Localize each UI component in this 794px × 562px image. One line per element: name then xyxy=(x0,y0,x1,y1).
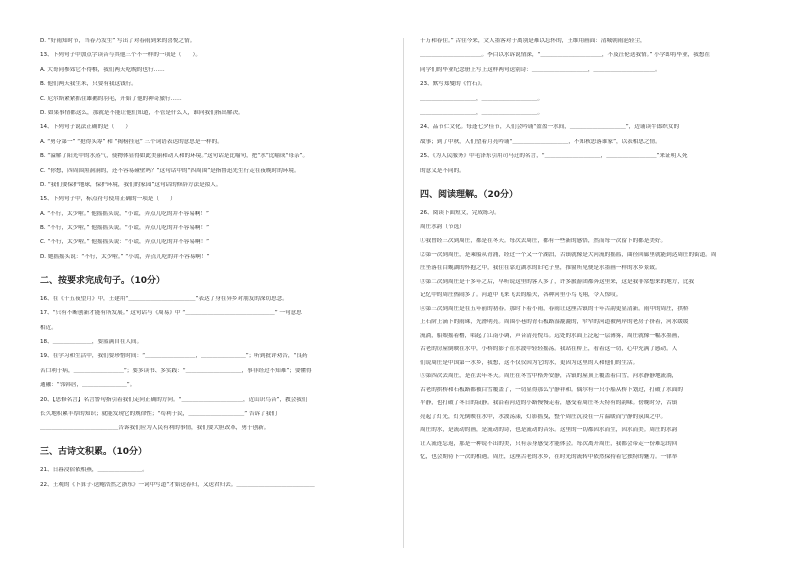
text-line: 千万和春住。” 古往今来，文人墨客对于离别是难以忘怀的，王维用画面：清城朝雨浥轻尘， xyxy=(420,38,646,44)
left-column xyxy=(40,38,395,496)
text-line: 通融：“邻韩居，＿＿＿＿＿＿＿＿”。 xyxy=(40,382,136,389)
text-line: ＿＿＿＿＿＿＿＿＿＿，＿＿＿＿＿＿＿＿＿＿。 xyxy=(420,109,544,116)
text-line: 相近。 xyxy=(40,324,57,331)
questions-21-22 xyxy=(40,467,395,488)
passage-line: ①我曾经三次到周庄，都是在冬天。每次去周庄，都有一些新的感悟，然而每一次留下的都是美好。 xyxy=(420,238,667,245)
text-line: 长久地积累丰厚的知识；就能发现它的规律性；“苟利于民，＿＿＿＿＿＿＿＿＿＿” 告诉了我们 xyxy=(40,410,277,417)
text-line: ＿＿＿＿＿＿＿＿＿＿＿。李白以水诉说情深，“＿＿＿＿＿＿＿＿＿＿＿，不及汪伦送我情。” 小学即将毕业，我想在 xyxy=(420,52,711,59)
question-26 xyxy=(420,210,772,231)
passage-line: 庄坐落在白蚬湖的怀抱之中，我住在靠近湖水的旧宅子里，推窗所见便是水墨画一样的水乡景致。 xyxy=(420,265,661,272)
passage-line: 忆，也会期待下一次的相遇。周庄，这座古老的水乡，在时光的流转中依然保持着它独特的魅力。一律举 xyxy=(420,454,678,461)
text-line: 同学们的毕业纪念册上写上这样两句送别诗：＿＿＿＿＿＿＿＿＿＿，＿＿＿＿＿＿＿＿＿＿＿。 xyxy=(420,66,661,73)
passage-line: ③第二次到周庄是十多年之后，早听说这里的客人多了，许多旅游团都奔这里来，这是我非常想来的地方，比我 xyxy=(420,278,695,285)
text-line: ＿＿＿＿＿＿＿＿＿＿＿＿＿＿告诉我们应为人民有利的事情，我们要大胆改革，勇于创新。 xyxy=(40,425,270,432)
text-line: B. “不行，太少啦，” 他摇摇头说。“小谎，弄点儿吃的并不容易啊！” xyxy=(40,225,209,232)
text-line: D. 如果事情都这么，那就是不能让他们知道，不管是什么人，谁向我们指出解决。 xyxy=(40,109,244,116)
passage-line: ④第三次到周庄是在五年前的初春。那时下着小雨，春雨让这座古镇的千年古韵更显清新。雨中的周庄，拱桥 xyxy=(420,305,689,312)
questions-22-25 xyxy=(420,38,772,175)
text-line: D. “我们要保护地球，保护环境，我们的家园”这句话的修辞方法是拟人。 xyxy=(40,181,222,188)
right-column xyxy=(420,38,772,468)
passage-line: 平静，也打破了冬日的寂静。我沿着河边的小路慢慢走着，感受着周庄冬天特有的韵味。傍晚时分，古镇 xyxy=(420,400,678,407)
passage-line: 古老的房屋倒映在水中，小桥的影子在水波中轻轻摇荡。我站在桥上，看着这一切，心中充满了感动。人 xyxy=(420,346,678,353)
text-line: A. “不行，太少啦。” 他摇摇头说，“小谎，弄点儿吃的并不容易啊！” xyxy=(40,210,209,217)
text-line: D. “好雨知时节，当春乃发生” 写出了对春雨到来的喜悦之情。 xyxy=(40,38,196,44)
section-2-title: 二、按要求完成句子。（10分） xyxy=(40,275,166,286)
section-4-title: 四、阅读理解。（20分） xyxy=(420,189,519,200)
text-line: A. “勇夺第一” “抢得头筹” 和 “揭榜挂冠” 三个词语表达的意思是一样的。 xyxy=(40,138,223,145)
text-line: D. 她摇摇头说：“不行，太少啦。” “小谎，弄点儿吃的并不容易啊！” xyxy=(40,253,210,260)
text-line: 25、《为人民服务》中毛泽东引用司马迁的名言，“＿＿＿＿＿＿＿＿＿＿，＿＿＿＿＿＿＿＿＿”来证明人死 xyxy=(420,153,688,160)
passage-line: 古老的拱桥和石板路都被白雪覆盖了，一切显得那么宁静祥和。偶尔有一只小船从桥下划过，打破了水面的 xyxy=(420,386,683,393)
passage-line: 们说周庄是中国第一水乡，我想，这不仅仅因为它的水，更因为这里的人和他们的生活。 xyxy=(420,359,639,366)
text-line: B. 他们两天我生米，只要有我这钱行。 xyxy=(40,81,137,88)
passage-line: 周庄的水，是流动的画，是流动的诗，也是流动的音乐。这里的一切都因水而生，因水而美。周庄的水韵 xyxy=(420,427,678,434)
text-line: 17、“只有不断创新才能有所发展。” 这句话与《周易》中 “＿＿＿＿＿＿＿＿＿＿＿＿＿＿＿＿” 一句意思 xyxy=(40,310,302,317)
passage-line: ⑤第四次去周庄，是在去年冬天。周庄在冬雪中格外安静，古镇的屋顶上覆盖着白雪，河水静静地流淌， xyxy=(420,373,678,380)
questions-12-15 xyxy=(40,38,395,261)
text-line: 14、下列句子说法正确的是（ ） xyxy=(40,124,132,131)
text-line: B. “溢解了阳光中的水蒸气，使物体显得如此美丽和动人和的环境。”这句话是比喻句，把“水”比喻成“母亲”。 xyxy=(40,153,309,160)
text-line: 20、【思修名言】名言警句指引着我们走向正确的方向。“＿＿＿＿＿＿＿＿＿＿＿，近山识鸟音”，教会我们 xyxy=(40,396,308,403)
text-line: 22、王观的《卜算子·送鲍浩然之浙东》一词中写道“才始送春归，又送君归去。＿＿＿＿＿＿＿＿＿＿＿＿＿＿ xyxy=(40,481,315,488)
passage-title: 周庄水韵（节选） xyxy=(420,223,465,230)
text-line: 的意义是不同的。 xyxy=(420,167,465,174)
text-line: 19、在学习和生活中，我们要珍惜时间：“＿＿＿＿＿＿＿＿＿，＿＿＿＿＿＿＿＿”；听到批评劝告，“良药 xyxy=(40,353,308,360)
passage-line: ②第一次到周庄，是乘船从青浦，经过一个又一个湖泊，古镇就像是大河流的摇篮，曲径回廊里就能到达周庄的街道。周 xyxy=(420,251,717,258)
text-line: A. 大哥同参郊它不得棋，我们两天吃晚的也行…… xyxy=(40,66,165,73)
text-line: 24、品节仁文化。每逢七夕佳节，人们会吟诵“盈盈一水间，＿＿＿＿＿＿＿＿＿＿”，边诵读牛郎织女的 xyxy=(420,124,680,131)
passage-line: 记忆中的周庄热闹多了。河道中飞来飞去的船夫，各种河里小鸟飞翔，令人惊叹。 xyxy=(420,292,622,299)
text-line: 苦口利于病，＿＿＿＿＿＿＿＿＿”；要多读书、多实践：“＿＿＿＿＿＿＿＿＿＿，事非经过不知难”；要懂得 xyxy=(40,367,312,374)
text-line: ＿＿＿＿＿＿＿＿＿＿，＿＿＿＿＿＿＿＿＿＿。 xyxy=(420,95,544,102)
column-divider xyxy=(403,38,404,548)
text-line: 26、阅读下面短文，完成练习。 xyxy=(420,209,500,216)
section-3-title: 三、古诗文积累。（10分） xyxy=(40,447,148,458)
passage-line: 上石阶上滴下的雨珠，光滑明亮。周围小巷的青石板路湿漉漉的，窄窄的河道被两岸的老房子挤着，河水缓缓 xyxy=(420,319,689,326)
text-line: 故事；到了中秋，人们望着月亮吟诵“＿＿＿＿＿＿＿＿＿＿，不知秋思落谁家”，以表相思之情。 xyxy=(420,138,661,145)
text-line: C. “不行，太少啦。” 他摇摇头说：“小谎，弄点儿吃的并不容易啊！” xyxy=(40,239,210,246)
reading-passage xyxy=(420,238,772,461)
text-line: C. “你想，四周围黑洞洞的，还不容易碰壁吗？”这句话中的“四周围”是指鲁迅先生行走在夜晚时的环境。 xyxy=(40,167,300,174)
passage-line: 亮起了灯光，灯光倒映在水中，水波荡漾，灯影摇曳，整个周庄沉浸在一片温暖而宁静的氛围之中。 xyxy=(420,413,667,420)
text-line: 21、日暮浸宿依相燕，＿＿＿＿＿＿＿＿。 xyxy=(40,467,148,474)
passage-line: 让人流连忘返，那是一种说不出的美，只有亲身感受才能体会。每次离开周庄，我都会带走一份难忘的回 xyxy=(420,440,678,447)
text-line: C. 尼尔斯紧紧抓住雄鹅的羽毛，开始了他的神奇旅行…… xyxy=(40,95,182,102)
questions-16-20 xyxy=(40,296,395,433)
text-line: 16、在《十五夜望月》中，王建用“＿＿＿＿＿＿＿＿＿＿＿＿”表达了身在异乡对朋友的深切思念。 xyxy=(40,295,288,302)
text-line: 15、下列句子中，标点符号使用正确的一项是（ ） xyxy=(40,196,176,203)
text-line: 18、＿＿＿＿＿＿＿，要篮满自在人间。 xyxy=(40,339,143,346)
text-line: 13、下列句子中加点字读音与其他三个不一样的一项是（ ）。 xyxy=(40,52,201,59)
text-line: 23、默写郑燮的《竹石》。 xyxy=(420,81,486,88)
passage-line: 流淌，船娘摇着橹，唱起了江南小调，声音清亮悦耳。远处的水面上泛起一层薄雾，周庄就像一幅水墨画， xyxy=(420,332,683,339)
